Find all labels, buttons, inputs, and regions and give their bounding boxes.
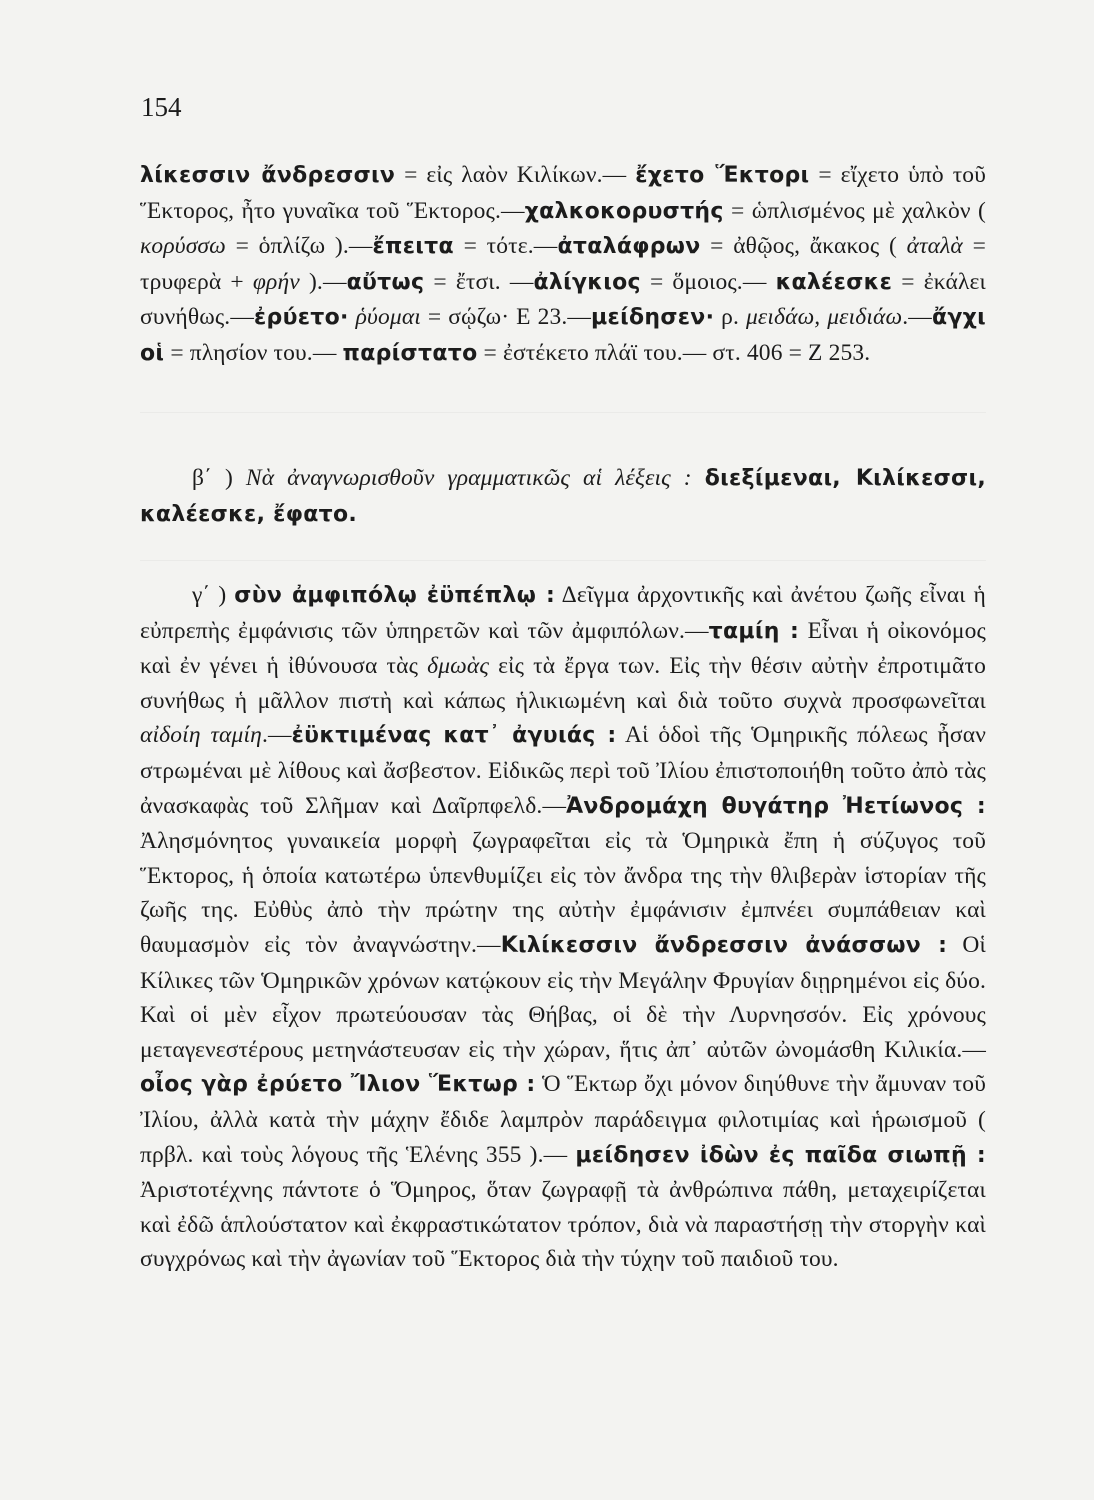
headword: καλέεσκε (775, 269, 893, 295)
headword: Ἀνδρομάχη θυγάτηρ Ἠετίωνος : (566, 793, 986, 819)
headword: ἔχετο Ἕκτορι (635, 163, 810, 188)
headword: μείδησεν ἰδὼν ἐς παῖδα σιωπῇ : (575, 1142, 986, 1168)
grammar-exercise-paragraph (140, 461, 986, 532)
italic-term: μειδάω, μειδιάω (745, 304, 903, 331)
body-text: = ἐστέκετο πλάϊ του.— στ. 406 = Ζ 253. (477, 339, 871, 366)
page-number: 154 (141, 92, 182, 122)
headword: λίκεσσιν ἄνδρεσσιν (140, 163, 396, 188)
italic-term: αἰδοίη ταμίη (140, 722, 262, 749)
body-text: γ΄ ) (192, 582, 235, 608)
headword: σὺν ἀμφιπόλῳ ἐϋπέπλῳ : (234, 583, 556, 608)
headword: διεξίμεναι, Κιλίκεσσι, καλέεσκε, ἔφατο. (140, 466, 987, 527)
body-text: = σῴζω· Ε 23.— (421, 304, 592, 331)
italic-term: Νὰ ἀναγνωρισθοῦν γραμματικῶς αἱ λέξεις : (245, 465, 692, 491)
body-text: = ἀθῷος, ἄκακος ( (700, 233, 907, 260)
body-text: Οἱ Κίλικες τῶν Ὁμηρικῶν χρόνων κατῴκουν εἰς τὴν Μεγάλην Φρυγίαν διῃρημένοι εἰς δύο. Καὶ οἱ μὲν εἶχον πρωτεύουσαν τὰς Θήβας, οἱ δὲ τὴν Λυρνησσόν. Εἰς χρόνους μεταγενεστέρους μετηνάστευσαν εἰς τὴν χώραν, ἥτις ἀπ᾽ αὐτῶν ὠνομάσθη Κιλικία.— (140, 931, 987, 1063)
body-text: Αἱ ὁδοὶ τῆς Ὁμηρικῆς πόλεως ἦσαν στρωμέναι μὲ λίθους καὶ ἄσβεστον. Εἰδικῶς περὶ τοῦ Ἰλίου ἐπιστοποιήθη τοῦτο ἀπὸ τὰς ἀνασκαφὰς τοῦ Σλῆμαν καὶ Δαῖρπφελδ.— (140, 722, 986, 819)
body-text: Εἶναι ἡ οἰκονόμος καὶ ἐν γένει ἡ ἰθύνουσα τὰς (140, 617, 987, 680)
italic-term: δμωὰς (427, 653, 490, 680)
headword: Κιλίκεσσιν ἄνδρεσσιν ἀνάσσων : (500, 932, 948, 958)
body-text: Δεῖγμα ἀρχοντικῆς καὶ ἀνέτου ζωῆς εἶναι ἡ εὐπρεπὴς ἐμφάνισις τῶν ὑπηρετῶν καὶ τῶν ἀμφιπόλων.— (140, 582, 986, 644)
body-text: = ὁπλίζω ).— (225, 233, 373, 260)
italic-term: φρήν (252, 268, 300, 295)
body-text: ρ. (714, 304, 746, 331)
headword: μείδησεν· (591, 305, 715, 331)
body-text: = ὅμοιος.— (640, 268, 776, 295)
bleed-through-line (140, 412, 986, 413)
headword: ἄγχι οἱ (140, 305, 986, 366)
headword: ἔπειτα (372, 234, 454, 260)
body-text: .— (902, 304, 932, 331)
body-text: = ὡπλισμένος μὲ χαλκὸν ( (723, 197, 986, 224)
body-text: = ἔτσι. — (424, 268, 534, 295)
italic-term: ἀταλὰ (906, 233, 963, 260)
body-text: β΄ ) (192, 465, 246, 491)
body-text: = πλησίον του.— (164, 339, 343, 366)
body-text: .— (261, 722, 292, 749)
italic-term: κορύσσω (140, 233, 226, 260)
headword: ἐϋκτιμένας κατ᾽ ἀγυιάς : (291, 723, 617, 749)
body-text: εἰς τὰ ἔργα των. Εἰς τὴν θέσιν αὐτὴν ἐπροτιμᾶτο συνήθως ἡ μᾶλλον πιστὴ καὶ κάπως ἡλικιωμένη καὶ διὰ τοῦτο συχνὰ προσφωνεῖται (140, 653, 986, 714)
headword: παρίστατο (342, 340, 478, 366)
headword: ἀλίγκιος (533, 269, 641, 295)
bleed-through-line (140, 560, 986, 561)
headword: ἐρύετο· (253, 305, 349, 331)
italic-term: ῥύομαι (355, 304, 421, 331)
headword: οἶος γὰρ ἐρύετο Ἴλιον Ἕκτωρ : (140, 1072, 536, 1098)
headword: ταμίη : (708, 618, 800, 644)
headword: αὔτως (346, 269, 425, 295)
body-text: = εἰς λαὸν Κιλίκων.— (395, 162, 636, 188)
glossary-block (140, 158, 986, 372)
body-text: ).— (299, 268, 347, 295)
body-text: = τρυφερὰ + (140, 233, 986, 295)
glossary-paragraph (140, 158, 986, 372)
headword: ἀταλάφρων (557, 234, 701, 260)
body-text: = ἐκάλει συνήθως.— (140, 268, 986, 331)
headword: χαλκοκορυστής (524, 198, 724, 224)
commentary-paragraph (140, 578, 986, 1277)
grammar-exercise-block (140, 461, 986, 532)
body-text: = εἴχετο ὑπὸ τοῦ Ἕκτορος, ἦτο γυναῖκα τοῦ Ἕκτορος.— (140, 162, 986, 224)
body-text (349, 304, 356, 330)
body-text: = τότε.— (453, 233, 558, 260)
body-text: Ἀριστοτέχνης πάντοτε ὁ Ὅμηρος, ὅταν ζωγραφῇ τὰ ἀνθρώπινα πάθη, μεταχειρίζεται καὶ ἐδῶ ἁπλούστατον καὶ ἐκφραστικώτατον τρόπον, διὰ νὰ παραστήσῃ τὴν στοργὴν καὶ συγχρόνως καὶ τὴν ἀγωνίαν τοῦ Ἕκτορος διὰ τὴν τύχην τοῦ παιδιοῦ του. (140, 1177, 986, 1273)
commentary-block (140, 578, 986, 1277)
body-text: Ἀλησμόνητος γυναικεία μορφὴ ζωγραφεῖται εἰς τὰ Ὁμηρικὰ ἔπη ἡ σύζυγος τοῦ Ἕκτορος, ἡ ὁποία κατωτέρω ὑπενθυμίζει εἰς τὸν ἄνδρα της τὴν θλιβερὰν ἱστορίαν τῆς ζωῆς της. Εὐθὺς ἀπὸ τὴν πρώτην της αὐτὴν ἐμφάνισιν ἐμπνέει συμπάθειαν καὶ θαυμασμὸν εἰς τὸν ἀναγνώστην.— (140, 828, 986, 958)
body-text: Ὁ Ἕκτωρ ὄχι μόνον διηύθυνε τὴν ἄμυναν τοῦ Ἰλίου, ἀλλὰ κατὰ τὴν μάχην ἔδιδε λαμπρὸν παράδειγμα φιλοτιμίας καὶ ἡρωισμοῦ ( πρβλ. καὶ τοὺς λόγους τῆς Ἑλένης 355 ).— (140, 1071, 986, 1168)
body-text (692, 465, 705, 491)
